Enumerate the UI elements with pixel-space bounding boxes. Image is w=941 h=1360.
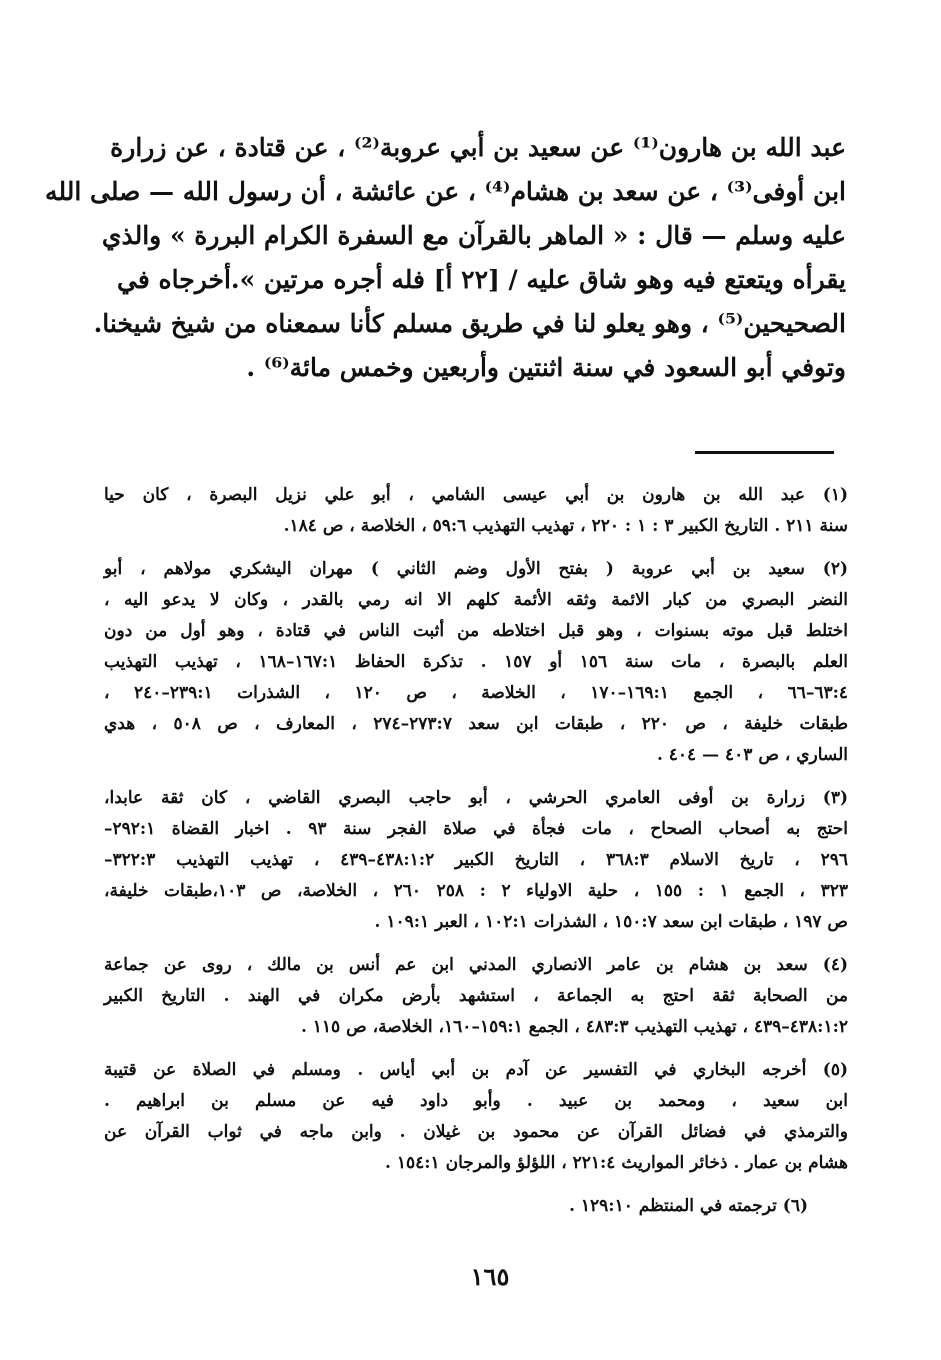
footnote-line: (٦) ترجمته في المنتظم ١٢٩:١٠ . xyxy=(569,1196,808,1216)
footnote-line: الساري ، ص ٤٠٣ — ٤٠٤ . xyxy=(656,745,848,765)
footnote-divider xyxy=(695,451,834,454)
footnote-6 xyxy=(104,1191,848,1222)
footnote-line: ص ١٩٧ ، طبقات ابن سعد ١٥٠:٧ ، الشذرات ١٠٢:١ ، العبر ١٠٩:١ . xyxy=(374,912,848,932)
footnote-line: (٣) زرارة بن أوفى العامري الحرشي ، أبو حاجب البصري القاضي ، كان ثقة عابدا، xyxy=(104,788,848,808)
footnote-line: طبقات خليفة ، ص ٢٢٠ ، طبقات ابن سعد ٢٧٣:٧–٢٧٤ ، المعارف ، ص ٥٠٨ ، هدي xyxy=(104,714,848,734)
footnote-line: ابن سعيد ، ومحمد بن عبيد . وأبو داود فيه عن مسلم بن ابراهيم . xyxy=(104,1091,848,1111)
footnote-line: ٤٣٨:١:٢–٤٣٩ ، تهذيب التهذيب ٤٨٣:٣ ، الجمع ١٥٩:١–١٦٠، الخلاصة، ص ١١٥ . xyxy=(300,1017,848,1037)
main-text-line: يقرأه ويتعتع فيه وهو شاق عليه / [٢٢ أ] فله أجره مرتين ».أخرجاه في xyxy=(117,265,846,294)
footnote-line: (٤) سعد بن هشام بن عامر الانصاري المدني ابن عم أنس بن مالك ، روى عن جماعة xyxy=(104,955,848,975)
footnote-line: والترمذي في فضائل القرآن عن محمود بن غيلان . وابن ماجه في ثواب القرآن عن xyxy=(104,1122,848,1142)
footnote-line: ٦٣:٤–٦٦ ، الجمع ١٦٩:١–١٧٠ ، الخلاصة ، ص ١٢٠ ، الشذرات ٢٣٩:١–٢٤٠ ، xyxy=(104,683,848,703)
main-text-line: عبد الله بن هارون⁽¹⁾ عن سعيد بن أبي عروبة⁽²⁾ ، عن قتادة ، عن زرارة xyxy=(110,133,846,162)
footnote-line: اختلط قبل موته بسنوات ، وهو قبل اختلاطه من أثبت الناس في قتادة ، وهو أول من دون xyxy=(104,621,848,641)
footnote-line: سنة ٢١١ . التاريخ الكبير ٣ : ١ : ٢٢٠ ، تهذيب التهذيب ٥٩:٦ ، الخلاصة ، ص ١٨٤. xyxy=(283,516,848,536)
footnote-line: النضر البصري من كبار الائمة وثقه الأئمة كلهم الا انه رمي بالقدر ، وكان لا يدعو اليه ، xyxy=(104,590,848,610)
footnote-line: ٣٢٣ ، الجمع ١ : ١٥٥ ، حلية الاولياء ٢ : ٢٥٨ ٢٦٠ ، الخلاصة، ص ١٠٣،طبقات خليفة، xyxy=(104,881,849,901)
page-number: ١٦٥ xyxy=(470,1262,510,1291)
footnote-5 xyxy=(104,1055,848,1179)
main-text-line: الصحيحين⁽⁵⁾ ، وهو يعلو لنا في طريق مسلم كأنا سمعناه من شيخ شيخنا. xyxy=(93,309,846,338)
footnote-line: هشام بن عمار . ذخائر المواريث ٢٢١:٤ ، اللؤلؤ والمرجان ١٥٤:١ . xyxy=(385,1153,848,1173)
footnote-line: احتج به أصحاب الصحاح ، مات فجأة في صلاة الفجر سنة ٩٣ . اخبار القضاة ٢٩٢:١– xyxy=(104,819,848,839)
footnote-line: العلم بالبصرة ، مات سنة ١٥٦ أو ١٥٧ . تذكرة الحفاظ ١٦٧:١–١٦٨ ، تهذيب التهذيب xyxy=(104,652,848,672)
footnote-line: (٥) أخرجه البخاري في التفسير عن آدم بن أبي أياس . ومسلم في الصلاة عن قتيبة xyxy=(104,1060,848,1080)
footnote-line: (٢) سعيد بن أبي عروبة ( بفتح الأول وضم الثاني ) مهران اليشكري مولاهم ، أبو xyxy=(104,559,848,579)
footnote-4 xyxy=(104,950,848,1043)
footnote-line: من الصحابة ثقة احتج به الجماعة ، استشهد بأرض مكران في الهند . التاريخ الكبير xyxy=(104,986,848,1006)
main-text-block xyxy=(45,126,846,390)
main-text-line: وتوفي أبو السعود في سنة اثنتين وأربعين وخمس مائة⁽⁶⁾ . xyxy=(246,353,846,382)
footnote-line: ٢٩٦ ، تاريخ الاسلام ٣٦٨:٣ ، التاريخ الكبير ٤٣٨:١:٢–٤٣٩ ، تهذيب التهذيب ٣٢٢:٣– xyxy=(104,850,848,870)
footnote-line: (١) عبد الله بن هارون بن أبي عيسى الشامي ، أبو علي نزيل البصرة ، كان حيا xyxy=(104,485,848,505)
footnote-1 xyxy=(104,480,848,542)
footnotes xyxy=(104,480,848,1234)
main-text-line: عليه وسلم — قال : « الماهر بالقرآن مع السفرة الكرام البررة » والذي xyxy=(101,221,846,250)
main-text-line: ابن أوفى⁽³⁾ ، عن سعد بن هشام⁽⁴⁾ ، عن عائشة ، أن رسول الله — صلى الله xyxy=(45,177,846,206)
footnote-3 xyxy=(104,783,848,938)
footnote-2 xyxy=(104,554,848,771)
